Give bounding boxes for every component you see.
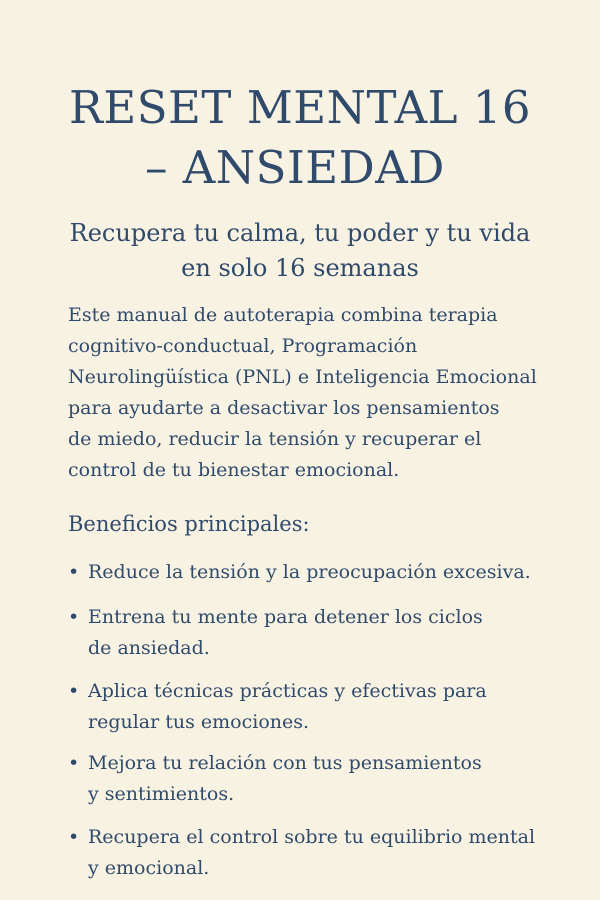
benefit-text (88, 676, 578, 738)
benefit-line: y emocional. (88, 857, 210, 879)
benefits-heading: Beneficios principales: (68, 512, 310, 536)
benefit-line: de ansiedad. (88, 637, 210, 659)
benefit-text (88, 748, 578, 810)
subtitle-line-2: en solo 16 semanas (181, 254, 419, 282)
subtitle-line-1: Recupera tu calma, tu poder y tu vida (69, 219, 531, 247)
intro-line: control de tu bienestar emocional. (68, 459, 400, 481)
benefit-line: Reduce la tensión y la preocupación excesiva. (88, 561, 531, 583)
bullet-icon: • (68, 680, 80, 702)
benefit-text (88, 602, 578, 664)
title-line-2: – ANSIEDAD (145, 141, 445, 194)
benefit-line: Mejora tu relación con tus pensamientos (88, 752, 482, 774)
bullet-icon: • (68, 561, 80, 583)
benefit-line: Entrena tu mente para detener los ciclos (88, 606, 483, 628)
benefit-line: regular tus emociones. (88, 711, 310, 733)
intro-paragraph (68, 300, 588, 486)
intro-line: cognitivo-conductual, Programación (68, 335, 418, 357)
intro-line: para ayudarte a desactivar los pensamientos (68, 397, 500, 419)
bullet-icon: • (68, 606, 80, 628)
benefit-line: Aplica técnicas prácticas y efectivas para (88, 680, 487, 702)
bullet-icon: • (68, 752, 80, 774)
intro-line: Neurolingüística (PNL) e Inteligencia Emocional (68, 366, 537, 388)
benefit-text (88, 822, 578, 884)
intro-line: de miedo, reducir la tensión y recuperar el (68, 428, 482, 450)
benefit-text (88, 557, 578, 588)
intro-line: Este manual de autoterapia combina terapia (68, 304, 498, 326)
title-line-1: RESET MENTAL 16 (68, 81, 532, 134)
benefit-line: Recupera el control sobre tu equilibrio mental (88, 826, 536, 848)
benefit-line: y sentimientos. (88, 783, 235, 805)
bullet-icon: • (68, 826, 80, 848)
